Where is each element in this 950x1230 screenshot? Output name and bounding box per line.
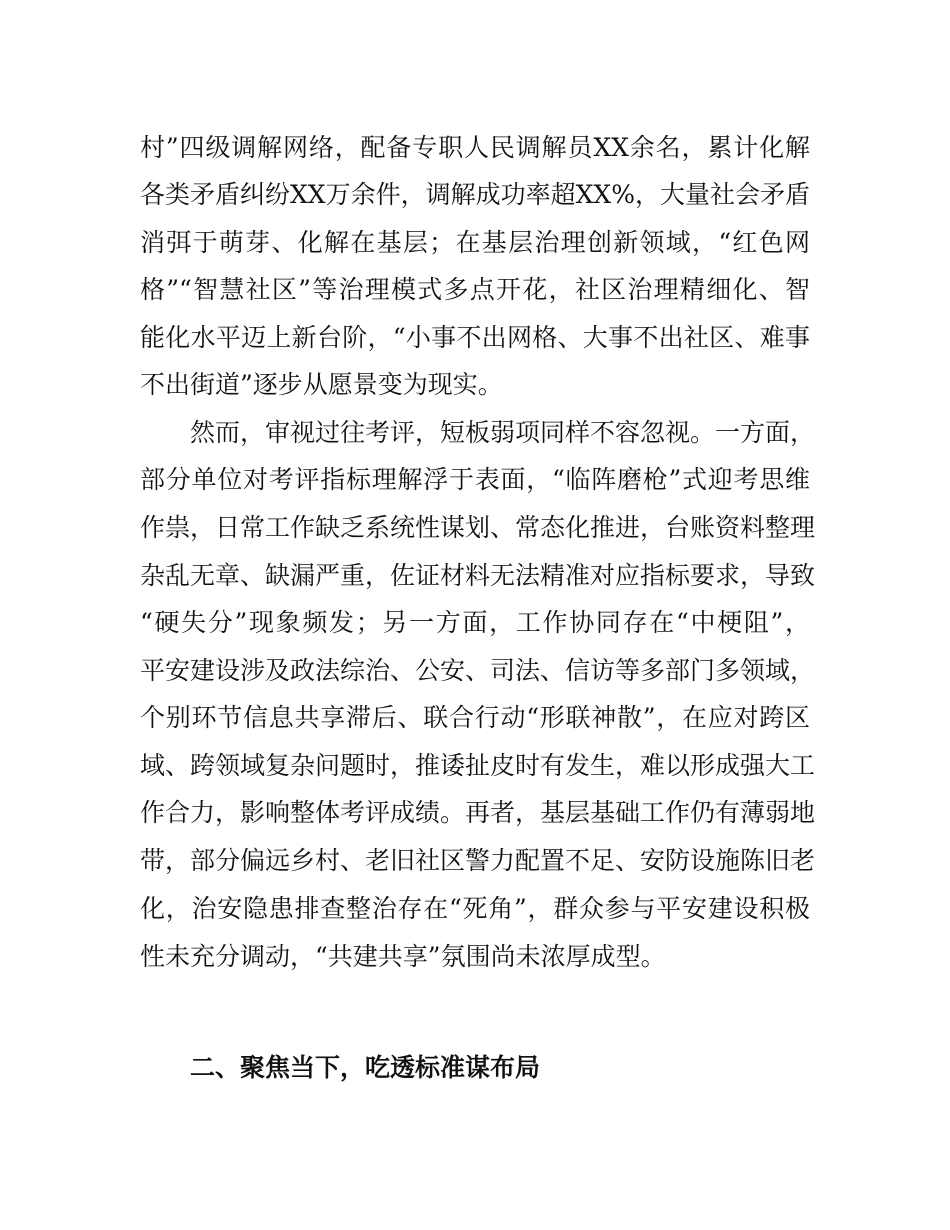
text-line: 带，部分偏远乡村、老旧社区警力配置不足、安防设施陈旧老 — [140, 846, 816, 875]
text-line: 格”“智慧社区”等治理模式多点开花，社区治理精细化、智 — [140, 275, 810, 304]
text-line: “硬失分”现象频发；另一方面，工作协同存在“中梗阻”， — [140, 608, 810, 637]
text-line: 域、跨领域复杂问题时，推诿扯皮时有发生，难以形成强大工 — [140, 751, 816, 780]
text-line: 化，治安隐患排查整治存在“死角”，群众参与平安建设积极 — [140, 894, 810, 923]
text-line: 部分单位对考评指标理解浮于表面，“临阵磨枪”式迎考思维 — [140, 465, 810, 494]
text-line: 然而，审视过往考评，短板弱项同样不容忽视。一方面， — [190, 418, 816, 447]
text-line: 各类矛盾纠纷XX万余件，调解成功率超XX%，大量社会矛盾 — [140, 180, 810, 209]
text-line: 不出街道”逐步从愿景变为现实。 — [140, 370, 503, 399]
text-line: 作祟，日常工作缺乏系统性谋划、常态化推进，台账资料整理 — [140, 513, 816, 542]
text-line: 杂乱无章、缺漏严重，佐证材料无法精准对应指标要求，导致 — [140, 561, 816, 590]
text-line: 平安建设涉及政法综治、公安、司法、信访等多部门多领域， — [140, 656, 816, 685]
text-line: 消弭于萌芽、化解在基层；在基层治理创新领域，“红色网 — [140, 228, 810, 257]
text-line: 村”四级调解网络，配备专职人民调解员XX余名，累计化解 — [140, 133, 810, 162]
text-line: 作合力，影响整体考评成绩。再者，基层基础工作仍有薄弱地 — [140, 798, 816, 827]
text-line: 性未充分调动，“共建共享”氛围尚未浓厚成型。 — [140, 942, 666, 971]
text-line: 个别环节信息共享滞后、联合行动“形联神散”，在应对跨区 — [140, 703, 810, 732]
section-heading: 二、聚焦当下，吃透标准谋布局 — [190, 1053, 541, 1082]
text-line: 能化水平迈上新台阶，“小事不出网格、大事不出社区、难事 — [140, 323, 810, 352]
